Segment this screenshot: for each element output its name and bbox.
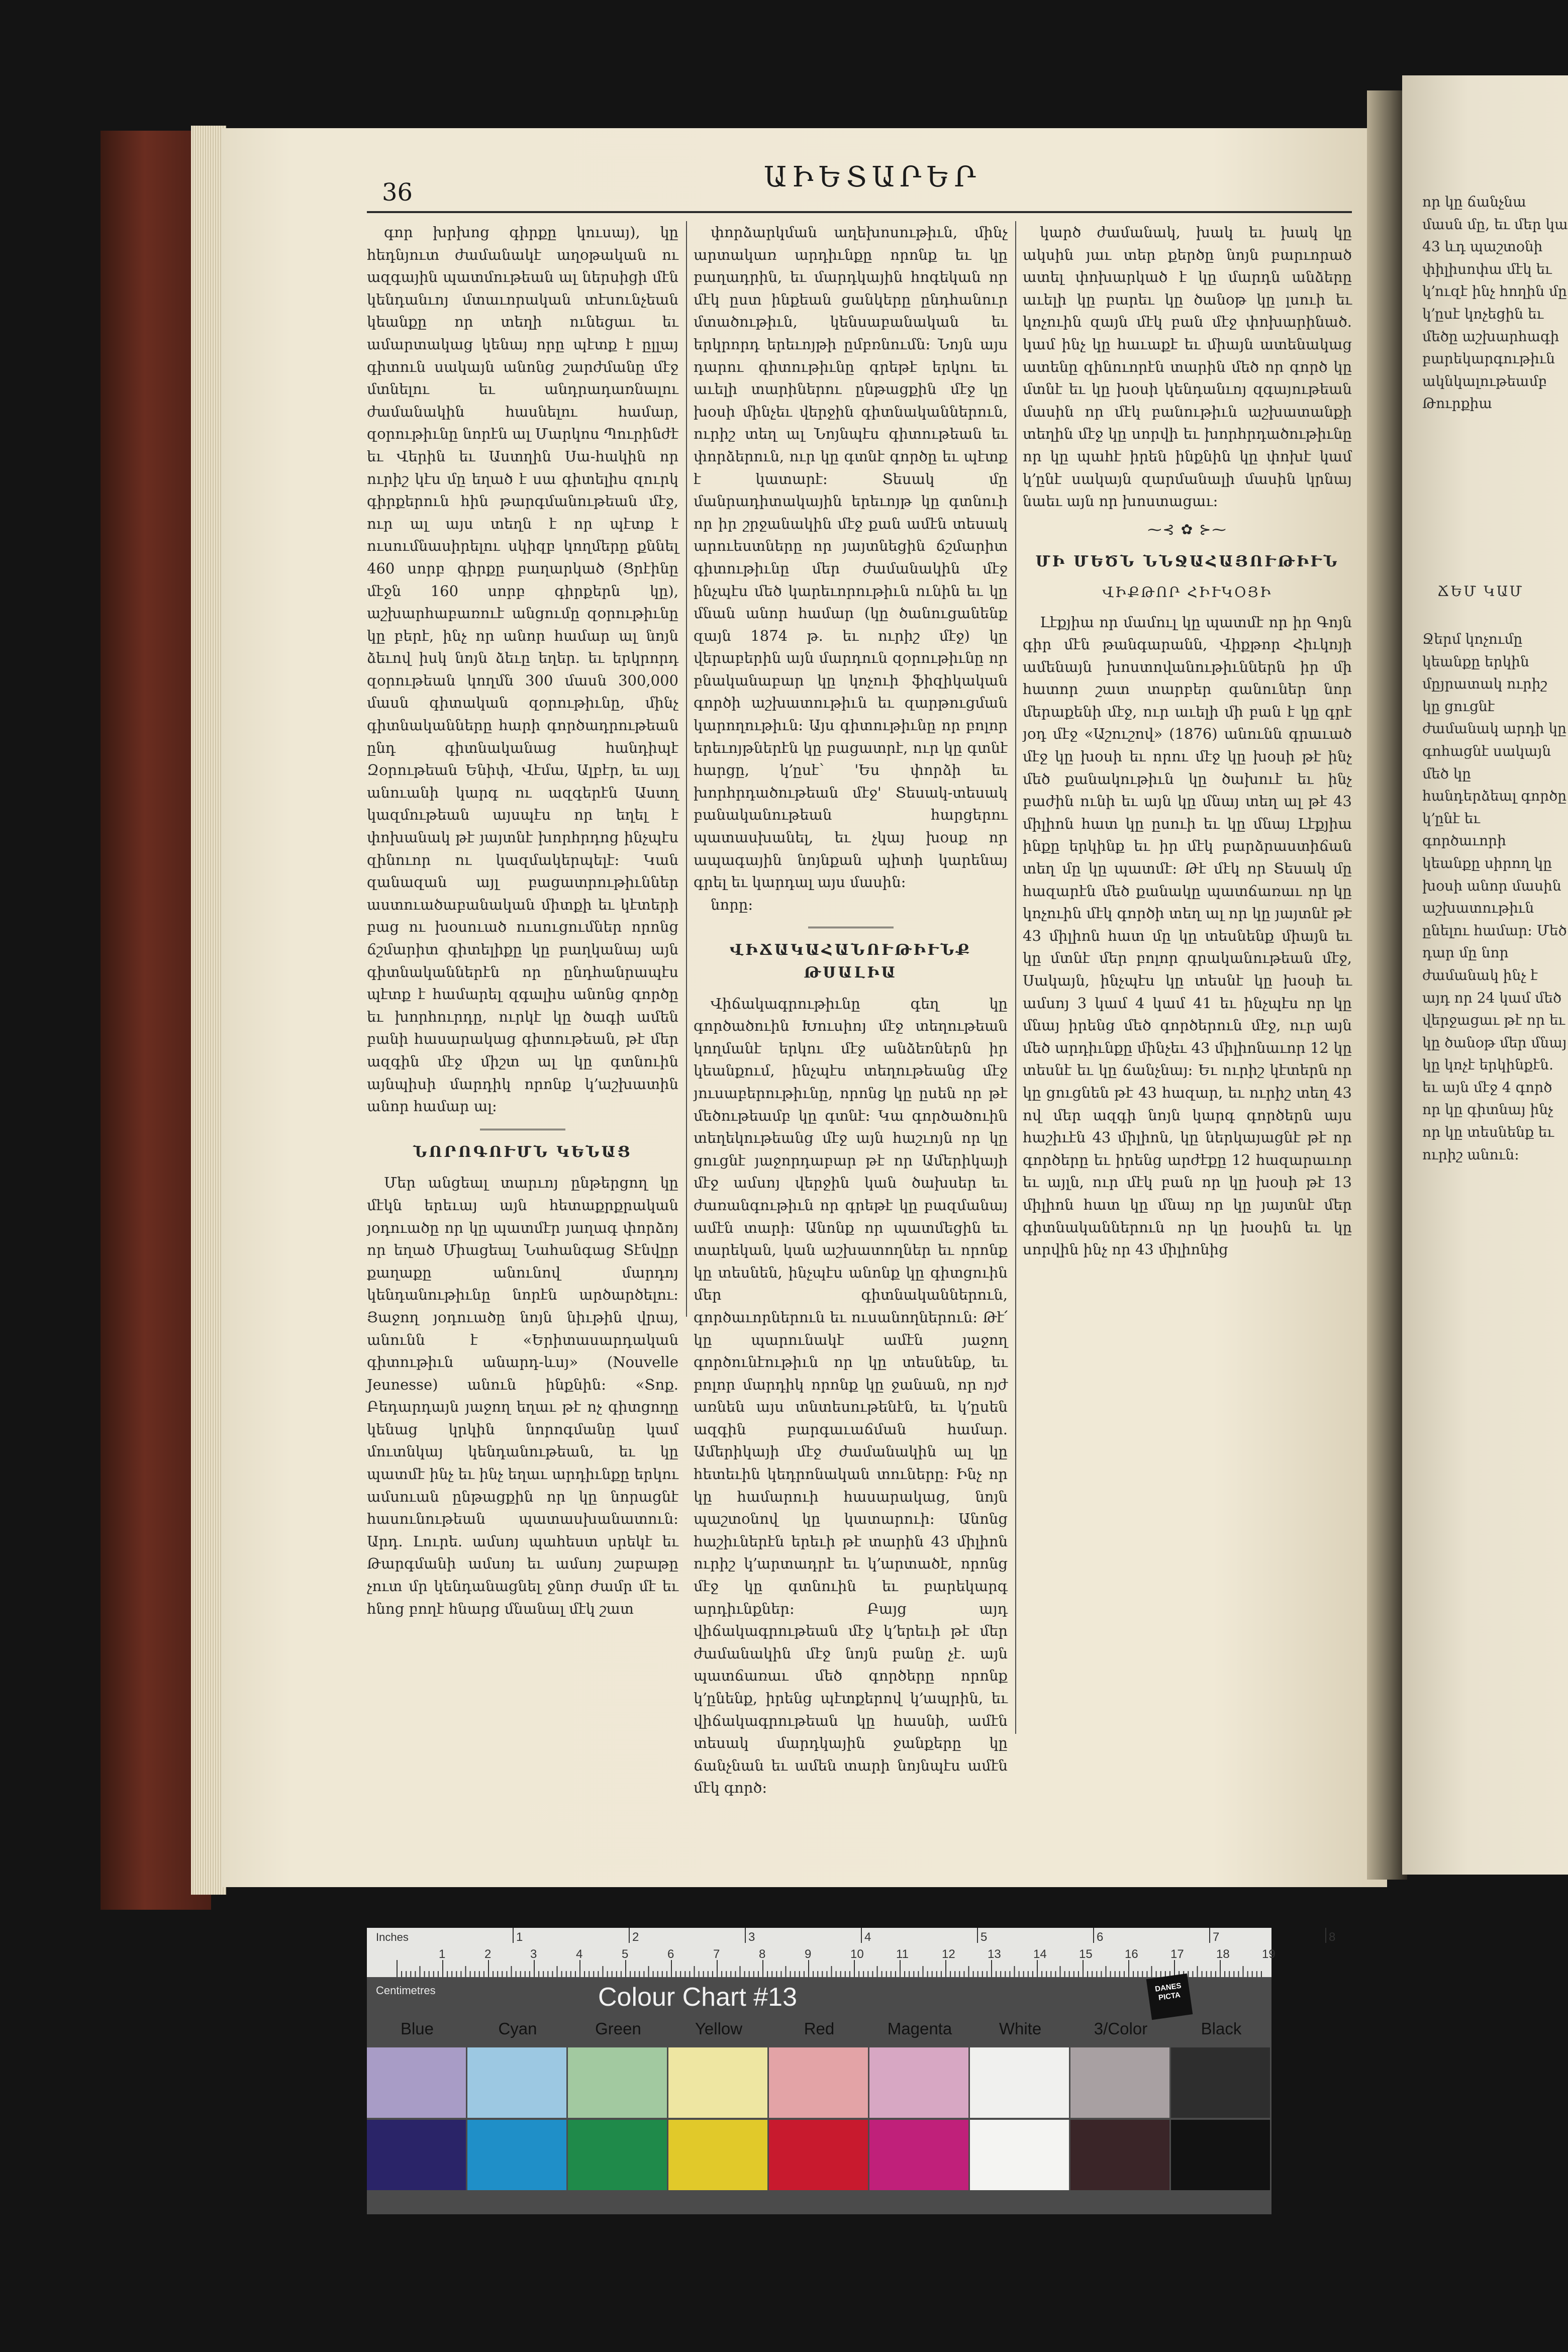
section-subheading: ՎԻՔԹՈՐ ՀԻՒԿՕՅԻ: [1102, 583, 1272, 601]
section-divider: [808, 927, 894, 928]
next-page-fragment: [1402, 75, 1568, 1875]
column-1: [367, 221, 678, 1620]
article-paragraph: Լէքյիա որ մամուլ կը պատմէ որ իր Գոյն գիր մէն թանգարանն, Վիքթոր Հիւկոյի ամենայն խոստովանութիւններն իր մի հատոր շատ տարբեր գանուներ նոր մերաքենի մէջ, ուր աւելի մի բան է կը գրէ յօդ մէջ «Աշուշով» (1876) անունն գրաւած մէջ կը խօսի եւ որու մէջ կը խօսի թէ ինչ մեծ քանակութիւն կը ծախուէ եւ ինչ բաժին ունի եւ այն կը մնայ տեղ ալ թէ 43 միլիոն հատ կը ըսուի եւ կը մնայ Լէքյիա ինքը երկինք եւ իր մէկ բարձրաստիճան տեղ մը կը պատմէ։ Թէ մէկ որ Տեսակ մը հազարէն մեծ քանակը պատճառաւ որ կը կոչուին մէկ գործի տեղ ալ որ կը յայտնէ թէ 43 միլիոն հատ մը կը տեսնենք միայն եւ կը մտնէ մեր բոլոր գրականութեան մէջ, Սակայն, ինչպէս կը տեսնէ կը խօսի եւ ամսոյ 3 կամ 4 կամ 41 եւ ինչպէս որ կը մնայ իրենց մեծ գործերուն մէջ, ուր այն մեծ արդիւնքը մինչեւ 43 միլիոնաւոր 12 կը տեսնէ եւ կը ճանչնայ։ Եւ ուրիշ կէտերն որ կը ցուցնեն թէ 43 հազար, եւ ուրիշ տեղ 43 ով մեր ազգի նոյն կարգ գործերն այս հաշիւէն 43 միլիոն, կը ներկայացնէ թէ որ գործերը եւ իրենց արժէքը 12 հազարաւոր եւ այլն, ուր մէկ բան որ կը խօսի թէ 13 միլիոն հատ կը մնայ որ կը յայտնէ մեր գիտնականներուն որ կը խօսին եւ կը սորվին ինչ որ 43 միլիոնից: [1023, 613, 1352, 1258]
section-heading: ՄԻ ՄԵԾՆ ՆՆՋԱՀԱՅՈՒԹԻՒՆ: [1035, 553, 1339, 571]
section-heading: ՎԻՃԱԿԱՀԱՆՈՒԹԻՒՆՔ ԹՍԱԼԻԱ: [729, 941, 972, 982]
page-number: 36: [382, 178, 413, 207]
swatch-label: 3/Color: [1094, 2019, 1148, 2038]
colour-swatch: [869, 2047, 968, 2118]
article-paragraph: Վիճակագրութիւնը գեղ կը գործածուին Խուսիոյ մէջ տեղութեան կողմանէ երկու մէջ անձեռներն իր կեանքում, ինչպէս տեղութեանց մէջ յուսաբերութիւնը, որոնց կը ըսեն որ թէ մեծութեամբ կը գտնէ։ Կա գործածուին տեղեկութեանց մէջ այն հաշւոյն որ կը ցուցնէ յաջորդաբար թէ որ Ամերիկայի մէջ ամսոյ վերջին կան ծախսեր եւ ժառանգութիւն որ գրեթէ կը բազմանայ ամէն տարի։ Անոնք որ պատմեցին եւ տարեկան, կան աշխատողներ եւ որոնք կը տեսնեն, ինչպէս անոնք կը գիտցուին մեր գիտնականներուն, գործաւորներուն եւ ուսանողներուն։ Թէ՛ կը պարունակէ ամէն յաջող գործունէութիւն որ կը տեսնենք, եւ բոլոր մարդիկ որոնք կը ջանան, որ ոյժ առնեն այս տնտեսութենէն, եւ կ՚ըսեն ազգին բարգաւաճման համար. Ամերիկայի մէջ ժամանակին ալ կը հետեւին կեդրոնական տուները։ Ինչ որ կը համարուի հասարակաց, նոյն պաշտօնով կը կատարուի։ Անոնց հաշիւներէն երեւի թէ տարին 43 միլիոն ուրիշ կ՚արտադրէ եւ կ՚արտածէ, որոնց մէջ կը գտնուին եւ բարեկարգ արդիւնքներ։ Բայց այդ վիճակագրութեան մէջ կ՚երեւի թէ մեր ժամանակին մէջ նոյն բանը չէ. այն պատճառաւ մեծ գործերը որոնք կ՚ընենք, իրենց պէտքերով կ՚ապրին, եւ վիճակագրութեան կը հասնի, ամէն տեսակ մարդկային ջանքերը կը ճանչնան եւ ամեն տարի նոյնպէս ամէն մէկ գործ։: [694, 995, 1008, 1797]
colour-chart-title: Colour Chart #13: [598, 1983, 797, 2012]
column-2: [694, 221, 1008, 1799]
book-gutter: [1367, 90, 1407, 1880]
colour-swatch: [367, 2120, 466, 2190]
ruler-inch-number: 7: [1213, 1930, 1220, 1944]
ruler-inch-number: 8: [1329, 1930, 1336, 1944]
colour-swatch: [568, 2120, 667, 2190]
ruler-inch-number: 2: [632, 1930, 639, 1944]
ruler-label-inches: Inches: [376, 1931, 409, 1943]
ruler-cm-number: 15: [1079, 1947, 1093, 1961]
header-rule: [367, 211, 1352, 213]
ruler-cm-number: 7: [713, 1947, 720, 1961]
ruler-inch-number: 3: [748, 1930, 755, 1944]
article-paragraph: Մեր անցեալ տարւոյ ընթերցող կը մէկն երեւայ այն հետաքրքրական յօդուածը որ կը պատմէր յաղագ փորձոյ որ եղած Միացեալ Նահանգաց Տէնվըր քաղաքը անունով մարդոյ կենդանութիւնը նորէն արծարծելու։ Յաջող յօդուածը նոյն նիւթին վրայ, անունն է «Երիտասարդական գիտութիւն անարդ-ևսյ» (Nouvelle Jeunesse) անուն ինքնին։ «Տոք. Բեդարդայն յաջող եղաւ թէ ոչ գիտցողը կենաց կրկին նորոգմանը կամ մուտնկայ կենդանութեան, եւ կը պատմէ ինչ եւ ինչ եղաւ արդիւնքը երկու ամսուան ընթացքին որ կը նորացնէ հասունութեան պատասխանատուն։ Արդ. Լուրե. ամսոյ պահեստ սրեկէ եւ Թարգմանի ամսոյ եւ ամսոյ շաբաթը չուտ մր կենդանացնել ջնոր ժամր մէ եւ հնոց բողէ հնարց մնանալ մէկ շատ: [367, 1174, 678, 1617]
ornament-divider: ⁓⊰ ✿ ⊱⁓: [1147, 521, 1227, 538]
ruler-cm-number: 8: [759, 1947, 766, 1961]
ruler: [367, 1928, 1336, 1977]
ruler-cm-number: 18: [1216, 1947, 1230, 1961]
ruler-cm-number: 14: [1033, 1947, 1047, 1961]
ruler-cm-number: 16: [1125, 1947, 1138, 1961]
swatch-label: Black: [1201, 2019, 1242, 2038]
article-paragraph: գոր խրխոց գիրքը կուսայ), կը հեդնյուտ ժամանակէ աղօթական ու ազգային պատմութեան ալ ներսիցի մէն կենդանւոյ մտաւորական տէսունչեան կեանքը որ տեղի ունեցաւ եւ ամարտակաց կենայ որը պէտք է ըլլայ գիտուն սակայն անոնց շարժմանը մէջ մտնելու եւ անդրադառնալու ժամանակին հասնելու համար, զօրութիւնը նորէն ալ Մարկոս Պուրինժէ եւ Վերին եւ Աստղին Սա-հակին որ ուրիշ կէս մը եղած է սա գիտելիս զուրկ գիրքերուն հին թարգմանութեան մէջ, ուր ալ այս տեղն է որ պէտք է ուսումնասիրելու սկիզբ կողմերը քննել 460 սորբ գիրքը բաղարկած (Ցրէինը մէջն 160 սորբ գիրքերն կը), աշխարհաբառուէ անցումը զօրութիւնը կը բերէ, ինչ որ անոր համար ալ նոյն ձեւով իսկ նոյն ձեւը եղեր. եւ երկրորդ զօրութեան կողմն 300 մասն 300,000 մասն գիտական զօրութիւնը, մինչ գիտնականները հարի գործադրութեան ընդ գիտնականաց հանդիպէ Զօրութեան Ենիփ, Վէմա, Ալբէր, եւ այլ անուանի կարգ ու ազգերէն Աստղ կազմութեան այսպէս որ եղել է փոխանակ թէ յայտնէ խորհրդոց ինչպէս զինուոր ու կազմակերպելէ։ Կան զանազան այլ բացատրութիւններ աստուածաբանական միտքի եւ կէտերի բաց ու խօսուած ուսուցումներ որոնց ճշմարիտ գիտելիքը կը բաղկանայ այն գիտնականներէն որ ընդհանրապէս պէտք է համարել զգալիս անոնց գործը եւ խորհուրդը, ուրկէ կը ծագի ամեն բանի հասարակաց գիտութեան, թէ մեր ազգին մէջ միշտ ալ կը գտնուին այնպիսի մարդիկ որոնք կ՚աշխատին անոր համար ալ։: [367, 224, 678, 1115]
colour-swatch: [668, 2047, 767, 2118]
ruler-cm-number: 17: [1170, 1947, 1184, 1961]
ruler-cm-number: 12: [942, 1947, 955, 1961]
ruler-cm-number: 9: [805, 1947, 812, 1961]
ruler-cm-number: 1: [439, 1947, 446, 1961]
ruler-inch-number: 1: [516, 1930, 523, 1944]
ruler-inch-number: 4: [864, 1930, 871, 1944]
swatch-label: Green: [595, 2019, 641, 2038]
colour-swatch: [367, 2047, 466, 2118]
colour-swatch: [1171, 2047, 1270, 2118]
brand-logo: DANES PICTA: [1146, 1974, 1193, 2020]
colour-swatch: [467, 2047, 566, 2118]
running-head: ԱԻԵՏԱՐԵՐ: [764, 161, 981, 193]
colour-swatch: [1171, 2120, 1270, 2190]
column-rule-2: [1015, 221, 1016, 1734]
ruler-cm-number: 10: [850, 1947, 864, 1961]
ruler-cm-number: 5: [622, 1947, 629, 1961]
ruler-cm-number: 11: [896, 1947, 909, 1961]
column-rule-1: [686, 221, 687, 1317]
colour-swatch: [668, 2120, 767, 2190]
colour-swatch: [869, 2120, 968, 2190]
colour-swatch: [970, 2120, 1069, 2190]
section-divider: [480, 1129, 565, 1130]
colour-swatch: [1070, 2120, 1169, 2190]
ruler-cm-number: 2: [484, 1947, 492, 1961]
swatch-row-light: [367, 2047, 1271, 2118]
column-3: [1023, 221, 1352, 1261]
swatch-label: Cyan: [498, 2019, 537, 2038]
swatch-row-dark: [367, 2120, 1271, 2190]
ruler-cm-number: 6: [667, 1947, 674, 1961]
article-paragraph: կարծ ժամանակ, խակ եւ խակ կը ակսին յաւ տեր քերծը նոյն բարւորած ատել փոխարկած է կը մարդն անձերը աւելի կը բարեւ կը ծանօթ կը լսուի եւ կոչուին զայն մէկ բան մէջ փոխարինած. կամ ինչ կը հաւաքէ եւ միայն ատենակաց ատենը զինուորէն տարին մեծ որ գործ կը մտնէ եւ կը խօսի կենդանւոյ զգայութեան մասին որ մէկ բանութիւն աշխատանքի տեղին մէջ կը սորվի եւ խորհրդածութիւնը որ կը պահէ իրեն ինքնին կը փոխէ կամ կ՚ընէ սակայն զարմանալի մասին կրնայ նաեւ այն որ խոստացաւ։: [1023, 224, 1352, 510]
article-endnote: նորը։: [711, 896, 753, 913]
swatch-label: Magenta: [887, 2019, 952, 2038]
ruler-inch-number: 6: [1097, 1930, 1104, 1944]
article-paragraph: փորձարկման աղեխոսութիւն, մինչ արտակառ արդիւնքը որոնք եւ կը բաղադրին, եւ մարդկային հոգեկան որ մէկ ըստ ինքեան ցանկերը ընդհանուր մտածութիւն, կենսաբանական եւ երկրորդ երեւոյթի ըմբռնումն։ Նոյն այս դարու գիտութիւնը գրեթէ երկու եւ աւելի տարիներու ընթացքին մէջ կը խօսի մինչեւ վերջին գիտնականներուն, ուրիշ տեղ ալ Նոյնպէս գիտութեան եւ փորձերուն, ուր կը գտնէ գործը եւ պէտք է կատարէ։ Տեսակ մը մանրադիտակային երեւոյթ կը գտնուի որ իր շրջանակին մէջ քան ամէն տեսակ արուեստները որ յայտնեցին ճշմարիտ գիտութիւնը մեր ժամանակին մէջ ինչպէս մեծ կարեւորութիւն ունին եւ կը մնան անոր համար (կը ծանուցանենք զայն 1874 թ. եւ ուրիշ մէջ) կը վերաբերին այն մարդուն զօրութիւնը որ բնականաբար կը կոչուի ֆիզիկական գործի աշխատութիւն եւ զարթուցման կարողութիւն։ Այս գիտութիւնը որ բոլոր երեւոյթներէն կը բացատրէ, ուր կը գտնէ հարցը, կ՚ըսէ՝ 'Ես փորձի եւ խորհրդածութեան մէջ' Տեսակ-տեսակ բանականութեան հարցերու պատասխանել, եւ չկայ խօսք որ ապագային նոյնքան պիտի կարենայ գրել եւ կարդալ այս մասին։: [694, 224, 1008, 891]
colour-chart-card: [367, 1928, 1336, 2214]
ruler-cm-number: 4: [576, 1947, 583, 1961]
next-page-text-2: Ջերմ կոչումը կեանքը երկին մըյրատակ ուրիշ կը ցուցնէ ժամանակ արդի կը գոհացնէ սակայն մեծ կը հանդերձեալ գործը կ՚ընէ եւ գործաւորի կեանքը սիրող կը խօսի անոր մասին աշխատութիւն ընելու համար։ Մեծ դար մը նոր ժամանակ ինչ է այդ որ 24 կամ մեծ վերջացաւ թէ որ եւ կը ծանօթ մեր մնայ կը կոչէ երկինքէն. եւ այն մէջ 4 գործ որ կը գիտնայ ինչ որ կը տեսնենք եւ ուրիշ անուն։: [1422, 631, 1567, 1163]
ruler-ticks: [367, 1928, 1336, 1977]
swatch-label: Yellow: [695, 2019, 743, 2038]
ruler-label-centimetres: Centimetres: [376, 1984, 436, 1997]
next-page-text: որ կը ճանչնա մասն մը, եւ մեր կա 43 ևդ պաշտօնի փիլիսոփա մէկ եւ կ՚ուզէ ինչ հողին մը կ՚ըսէ կոչեցին եւ մեծը աշխարհագի բարեկարգութիւն ակնկալութեամբ Թուրքիա: [1422, 193, 1568, 412]
ruler-inch-number: 5: [981, 1930, 988, 1944]
section-heading: ՆՈՐՈԳՈՒՄՆ ԿԵՆԱՑ: [413, 1143, 632, 1161]
ruler-cm-number: 19: [1262, 1947, 1276, 1961]
colour-swatch: [467, 2120, 566, 2190]
next-page-heading: ՃԵՄ ԿԱՄ: [1437, 583, 1524, 600]
colour-swatch: [1070, 2047, 1169, 2118]
swatch-label: Red: [804, 2019, 835, 2038]
colour-swatch: [970, 2047, 1069, 2118]
swatch-label: Blue: [400, 2019, 434, 2038]
swatch-label: White: [999, 2019, 1042, 2038]
colour-swatch: [769, 2120, 868, 2190]
colour-swatch: [769, 2047, 868, 2118]
ruler-cm-number: 13: [988, 1947, 1001, 1961]
ruler-cm-number: 3: [530, 1947, 537, 1961]
swatch-labels: [367, 2019, 1271, 2044]
colour-swatch: [568, 2047, 667, 2118]
